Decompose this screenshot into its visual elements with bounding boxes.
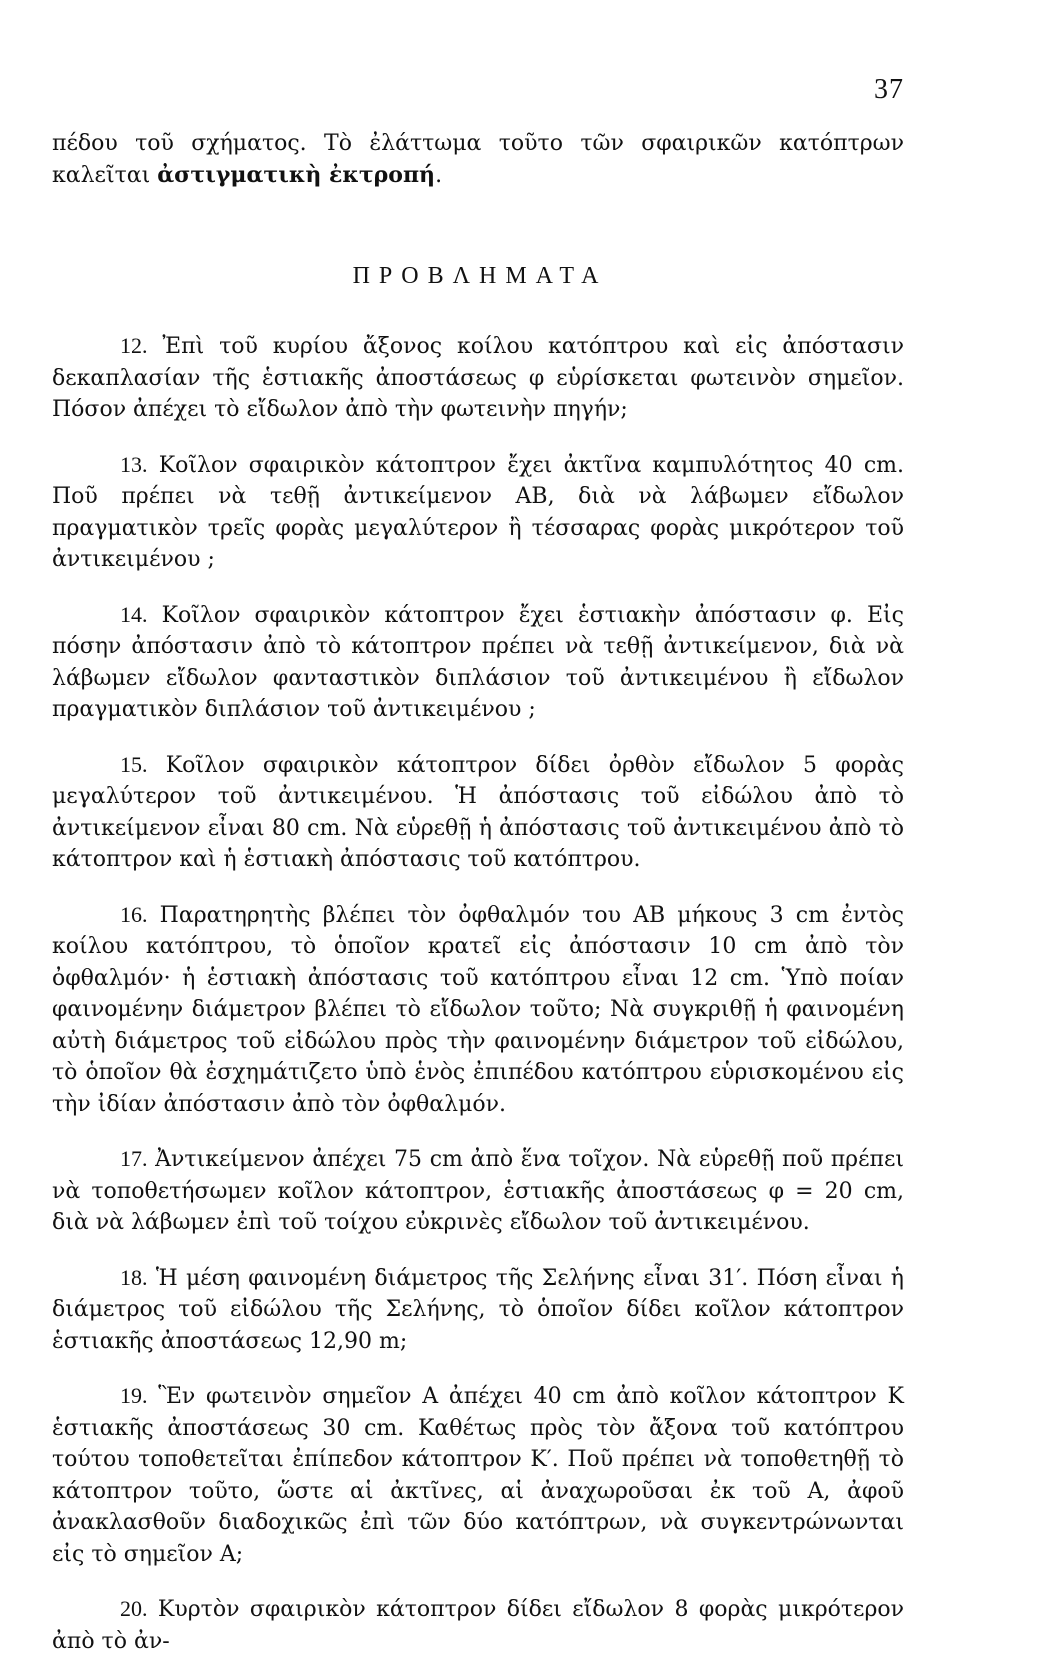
problems-list (52, 330, 904, 1680)
problem-number: 12. (120, 333, 148, 358)
problem-number: 14. (120, 601, 148, 627)
problem-text: Κοῖλον σφαιρικὸν κάτοπτρον ἔχει ἀκτῖνα καμπυλότητος 40 cm. Ποῦ πρέπει νὰ τεθῇ ἀντικείμενον AB, διὰ νὰ λάβωμεν εἴδωλον πραγματικὸν τρεῖς φορὰς μεγαλύτερον ἢ τέσσαρας φορὰς μικρότερον τοῦ ἀντικειμένου ; (52, 452, 904, 572)
problem-item (52, 330, 904, 426)
problem-number: 17. (120, 1146, 148, 1171)
problem-item (52, 1593, 904, 1657)
problem-text: Κοῖλον σφαιρικὸν κάτοπτρον δίδει ὀρθὸν εἴδωλον 5 φορὰς μεγαλύτερον τοῦ ἀντικειμένου. Ἡ ἀπόστασις τοῦ εἰδώλου ἀπὸ τὸ ἀντικείμενον εἶναι 80 cm. Νὰ εὑρεθῇ ἡ ἀπόστασις τοῦ ἀντικειμένου ἀπὸ τὸ κάτοπτρον καὶ ἡ ἑστιακὴ ἀπόστασις τοῦ κατόπτρου. (52, 752, 904, 872)
intro-text: πέδου τοῦ σχήματος. Τὸ ἐλάττωμα τοῦτο τῶν σφαιρικῶν κατόπτρων καλεῖται (52, 131, 904, 188)
section-title: ΠΡΟΒΛΗΜΑΤΑ (352, 263, 608, 289)
problem-text: Ἓν φωτεινὸν σημεῖον A ἀπέχει 40 cm ἀπὸ κοῖλον κάτοπτρον K ἑστιακῆς ἀποστάσεως 30 cm. Καθέτως πρὸς τὸν ἄξονα τοῦ κατόπτρου τούτου τοποθετεῖται ἐπίπεδον κάτοπτρον K′. Ποῦ πρέπει νὰ τοποθετηθῇ τὸ κάτοπτρον τοῦτο, ὥστε αἱ ἀκτῖνες, αἱ ἀναχωροῦσαι ἐκ τοῦ A, ἀφοῦ ἀνακλασθοῦν διαδοχικῶς ἐπὶ τῶν δύο κατόπτρων, νὰ συγκεντρώνωνται εἰς τὸ σημεῖον A; (52, 1384, 904, 1567)
problem-item (52, 449, 904, 576)
problem-number: 15. (120, 751, 148, 777)
problem-number: 20. (120, 1596, 148, 1621)
problem-number: 18. (120, 1264, 148, 1290)
intro-text-end: . (435, 162, 443, 188)
problem-number: 19. (120, 1383, 148, 1408)
problem-text: Ἡ μέση φαινομένη διάμετρος τῆς Σελήνης εἶναι 31′. Πόση εἶναι ἡ διάμετρος τοῦ εἰδώλου τῆς Σελήνης, τὸ ὁποῖον δίδει κοῖλον κάτοπτρον ἑστιακῆς ἀποστάσεως 12,90 m; (52, 1265, 904, 1354)
problem-item (52, 899, 904, 1121)
problem-text: Παρατηρητὴς βλέπει τὸν ὀφθαλμόν του AB μήκους 3 cm ἐντὸς κοίλου κατόπτρου, τὸ ὁποῖον κρατεῖ εἰς ἀπόστασιν 10 cm ἀπὸ τὸν ὀφθαλμόν· ἡ ἑστιακὴ ἀπόστασις τοῦ κατόπτρου εἶναι 12 cm. Ὑπὸ ποίαν φαινομένην διάμετρον βλέπει τὸ εἴδωλον τοῦτο; Νὰ συγκριθῇ ἡ φαινομένη αὐτὴ διάμετρος τοῦ εἰδώλου πρὸς τὴν φαινομένην διάμετρον τοῦ εἰδώλου, τὸ ὁποῖον θὰ ἐσχημάτιζετο ὑπὸ ἑνὸς ἐπιπέδου κατόπτρου εὑρισκομένου εἰς τὴν ἰδίαν ἀπόστασιν ἀπὸ τὸν ὀφθαλμόν. (52, 902, 904, 1117)
problem-item (52, 1143, 904, 1239)
problem-text: Κυρτὸν σφαιρικὸν κάτοπτρον δίδει εἴδωλον 8 φορὰς μικρότερον ἀπὸ τὸ ἀν- (52, 1597, 904, 1654)
problem-item (52, 749, 904, 876)
intro-paragraph (52, 128, 904, 191)
problem-number: 13. (120, 451, 148, 477)
page-number: 37 (874, 74, 904, 105)
problem-item (52, 1262, 904, 1358)
problem-text: Ἀντικείμενον ἀπέχει 75 cm ἀπὸ ἕνα τοῖχον. Νὰ εὑρεθῇ ποῦ πρέπει νὰ τοποθετήσωμεν κοῖλον κάτοπτρον, ἑστιακῆς ἀποστάσεως φ = 20 cm, διὰ νὰ λάβωμεν ἐπὶ τοῦ τοίχου εὐκρινὲς εἴδωλον τοῦ ἀντικειμένου. (52, 1147, 904, 1235)
problem-number: 16. (120, 901, 148, 927)
problem-text: Ἐπὶ τοῦ κυρίου ἄξονος κοίλου κατόπτρου καὶ εἰς ἀπόστασιν δεκαπλασίαν τῆς ἑστιακῆς ἀποστάσεως φ εὑρίσκεται φωτεινὸν σημεῖον. Πόσον ἀπέχει τὸ εἴδωλον ἀπὸ τὴν φωτεινὴν πηγήν; (52, 334, 904, 422)
intro-bold-term: ἀστιγματικὴ ἐκτροπή (157, 161, 436, 188)
problem-item (52, 1380, 904, 1570)
problem-text: Κοῖλον σφαιρικὸν κάτοπτρον ἔχει ἑστιακὴν ἀπόστασιν φ. Εἰς πόσην ἀπόστασιν ἀπὸ τὸ κάτοπτρον πρέπει νὰ τεθῇ ἀντικείμενον, διὰ νὰ λάβωμεν εἴδωλον φανταστικὸν διπλάσιον τοῦ ἀντικειμένου ἢ εἴδωλον πραγματικὸν διπλάσιον τοῦ ἀντικειμένου ; (52, 602, 904, 722)
problem-item (52, 599, 904, 726)
